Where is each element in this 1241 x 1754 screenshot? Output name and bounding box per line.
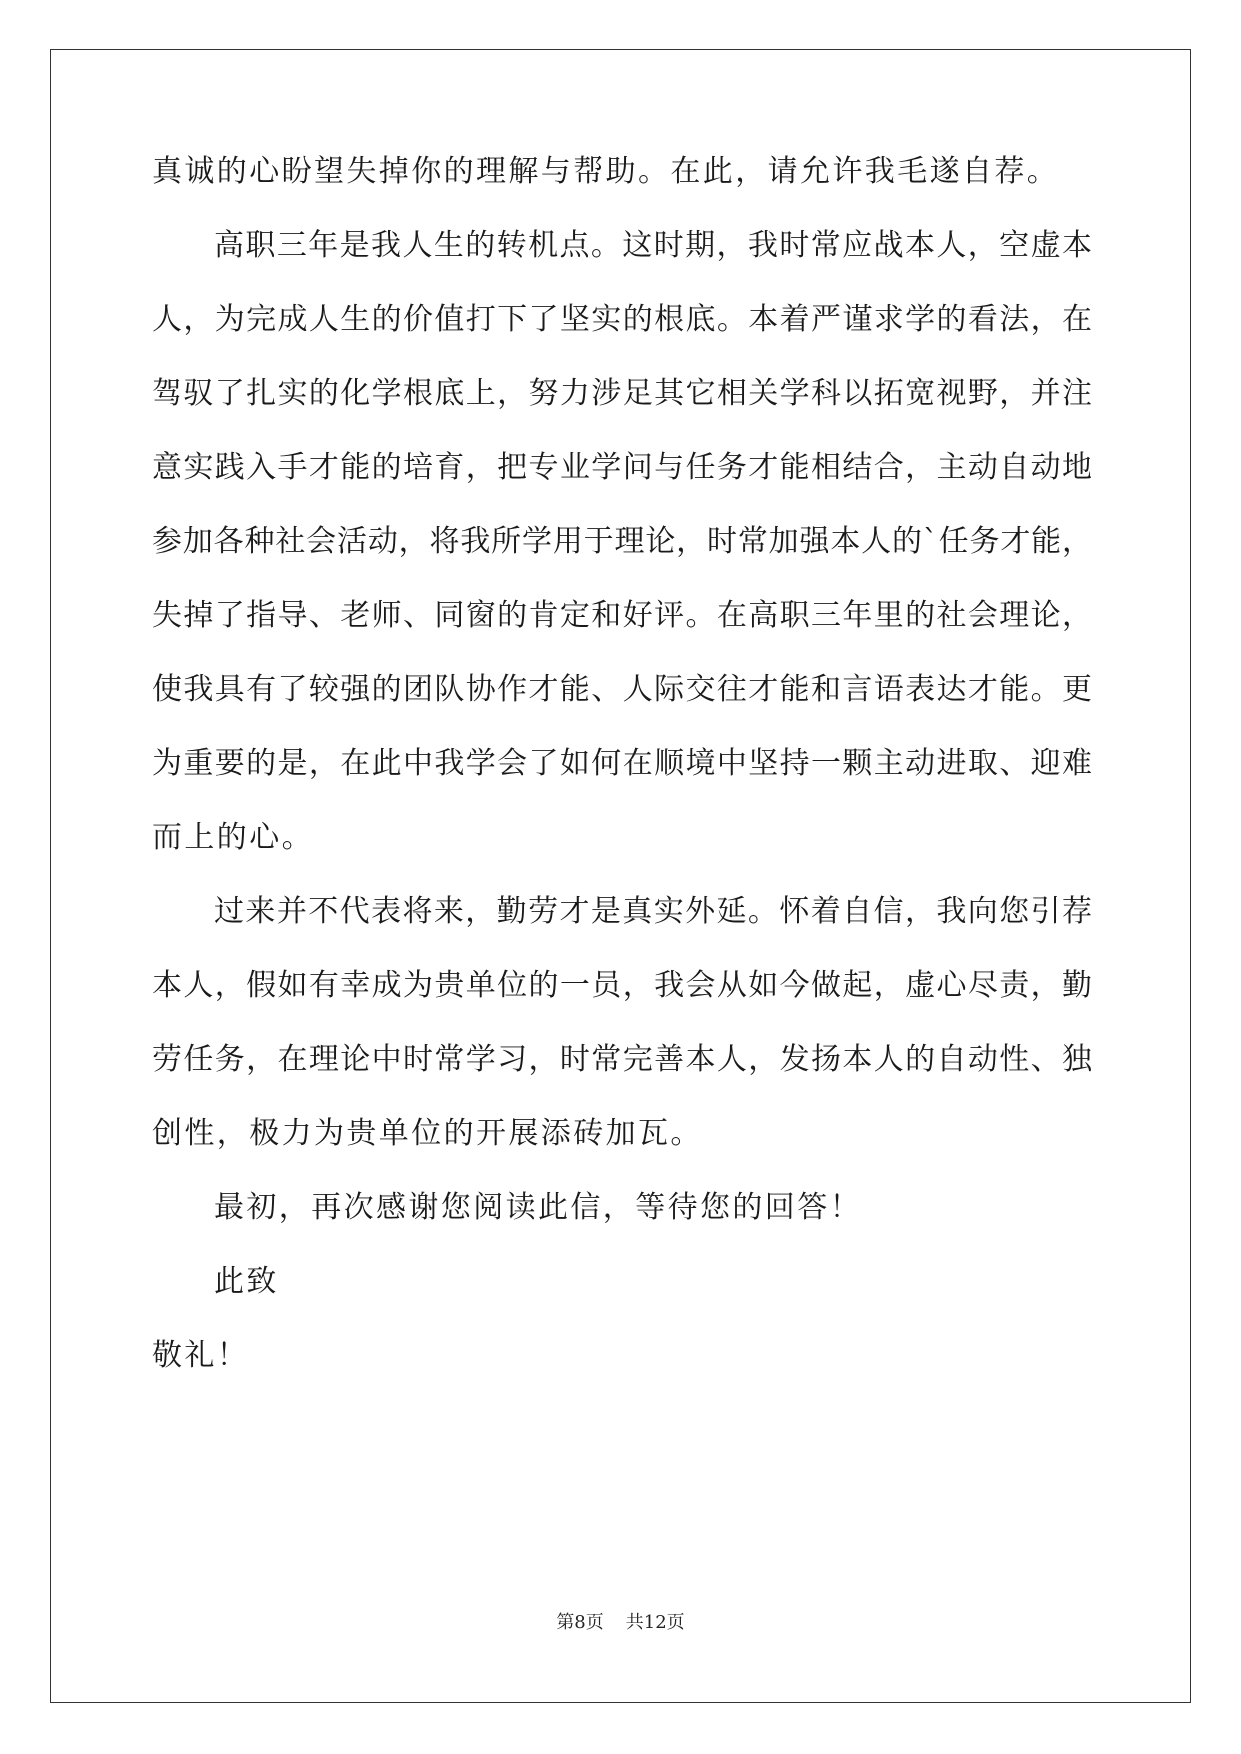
page-border <box>50 49 1191 1703</box>
closing-regards: 敬礼！ <box>152 1338 250 1373</box>
letter-line: 劳任务，在理论中时常学习，时常完善本人，发扬本人的自动性、独 <box>152 1042 1092 1077</box>
letter-line: 高职三年是我人生的转机点。这时期，我时常应战本人，空虚本 <box>214 228 1092 263</box>
letter-line: 本人，假如有幸成为贵单位的一员，我会从如今做起，虚心尽责，勤 <box>152 968 1092 1003</box>
letter-line: 过来并不代表将来，勤劳才是真实外延。怀着自信，我向您引荐 <box>214 894 1092 929</box>
letter-line: 真诚的心盼望失掉你的理解与帮助。在此，请允许我毛遂自荐。 <box>152 154 1060 189</box>
letter-line: 参加各种社会活动，将我所学用于理论，时常加强本人的`任务才能， <box>152 524 1092 559</box>
letter-line: 失掉了指导、老师、同窗的肯定和好评。在高职三年里的社会理论， <box>152 598 1092 633</box>
letter-line: 使我具有了较强的团队协作才能、人际交往才能和言语表达才能。更 <box>152 672 1092 707</box>
letter-line: 人，为完成人生的价值打下了坚实的根底。本着严谨求学的看法，在 <box>152 302 1092 337</box>
page-number: 第8页 <box>556 1612 604 1633</box>
letter-line: 为重要的是，在此中我学会了如何在顺境中坚持一颗主动进取、迎难 <box>152 746 1092 781</box>
letter-line: 驾驭了扎实的化学根底上，努力涉足其它相关学科以拓宽视野，并注 <box>152 376 1092 411</box>
letter-line: 最初，再次感谢您阅读此信，等待您的回答！ <box>214 1190 862 1225</box>
letter-line: 意实践入手才能的培育，把专业学问与任务才能相结合，主动自动地 <box>152 450 1092 485</box>
page-footer <box>0 1612 1241 1634</box>
page-total: 共12页 <box>625 1612 685 1633</box>
letter-line: 而上的心。 <box>152 820 314 855</box>
closing-salutation: 此致 <box>214 1264 279 1299</box>
letter-line: 创性，极力为贵单位的开展添砖加瓦。 <box>152 1116 703 1151</box>
